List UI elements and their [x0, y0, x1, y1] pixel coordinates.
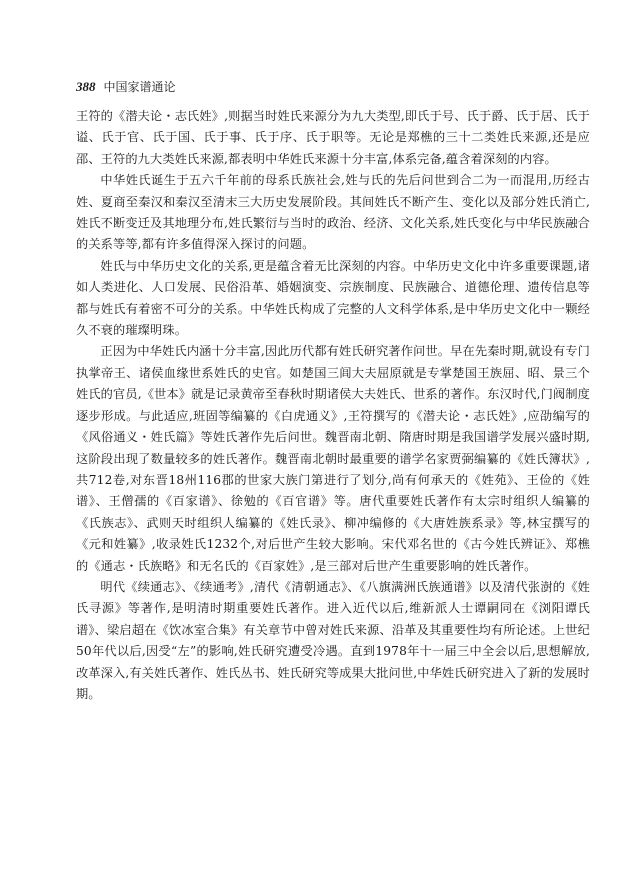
body-text — [76, 106, 590, 705]
page-number: 388 — [76, 79, 96, 94]
paragraph-1: 王符的《潜夫论・志氏姓》,则据当时姓氏来源分为九大类型,即氏于号、氏于爵、氏于居、氏于谥、氏于官、氏于国、氏于事、氏于序、氏于职等。无论是郑樵的三十二类姓氏来源,还是应邵、王符的九大类姓氏来源,都表明中华姓氏来源十分丰富,体系完备,蕴含着深刻的内容。 — [76, 109, 590, 166]
running-title: 中国家谱通论 — [103, 80, 176, 94]
paragraph-5: 明代《续通志》、《续通考》,清代《清朝通志》、《八旗满洲氏族通谱》以及清代张澍的《姓氏寻源》等著作,是明清时期重要姓氏著作。进入近代以后,维新派人士谭嗣同在《浏阳谭氏谱》、梁启超在《饮冰室合集》有关章节中曾对姓氏来源、沿革及其重要性均有所论述。上世纪50年代以后,因受“左”的影响,姓氏研究遭受冷遇。直到1978年十一届三中全会以后,思想解放,改革深入,有关姓氏著作、姓氏丛书、姓氏研究等成果大批问世,中华姓氏研究进入了新的发展时期。 — [76, 579, 590, 701]
paragraph-4: 正因为中华姓氏内涵十分丰富,因此历代都有姓氏研究著作问世。早在先秦时期,就设有专门执掌帝王、诸侯血缘世系姓氏的史官。如楚国三闾大夫屈原就是专掌楚国王族屈、昭、景三个姓氏的官员,《世本》就是记录黄帝至春秋时期诸侯大夫姓氏、世系的著作。东汉时代,门阀制度逐步形成。与此适应,班固等编纂的《白虎通义》,王符撰写的《潜夫论・志氏姓》,应劭编写的《风俗通义・姓氏篇》等姓氏著作先后问世。魏晋南北朝、隋唐时期是我国谱学发展兴盛时期,这阶段出现了数量较多的姓氏著作。魏晋南北朝时最重要的谱学名家贾弼编纂的《姓氏簿状》,共712卷,对东晋18州116郡的世家大族门第进行了划分,尚有何承天的《姓苑》、王俭的《姓谱》、王僧孺的《百家谱》、徐勉的《百官谱》等。唐代重要姓氏著作有太宗时组织人编纂的《氏族志》、武则天时组织人编纂的《姓氏录》、柳冲编修的《大唐姓族系录》等,林宝撰写的《元和姓纂》,收录姓氏1232个,对后世产生较大影响。宋代邓名世的《古今姓氏辨证》、郑樵的《通志・氏族略》和无名氏的《百家姓》,是三部对后世产生重要影响的姓氏著作。 — [76, 344, 590, 573]
paragraph-3: 姓氏与中华历史文化的关系,更是蕴含着无比深刻的内容。中华历史文化中许多重要课题,诸如人类进化、人口发展、民俗沿革、婚姻演变、宗族制度、民族融合、道德伦理、遗传信息等都与姓氏有着密不可分的关系。中华姓氏构成了完整的人文科学体系,是中华历史文化中一颗经久不衰的璀璨明珠。 — [76, 258, 590, 338]
page-header — [76, 78, 176, 95]
paragraph-2: 中华姓氏诞生于五六千年前的母系氏族社会,姓与氏的先后问世到合二为一而混用,历经古姓、夏商至秦汉和秦汉至清末三大历史发展阶段。其间姓氏不断产生、变化以及部分姓氏消亡,姓氏不断变迁及其地理分布,姓氏繁衍与当时的政治、经济、文化关系,姓氏变化与中华民族融合的关系等等,都有许多值得深入探讨的问题。 — [76, 173, 590, 252]
